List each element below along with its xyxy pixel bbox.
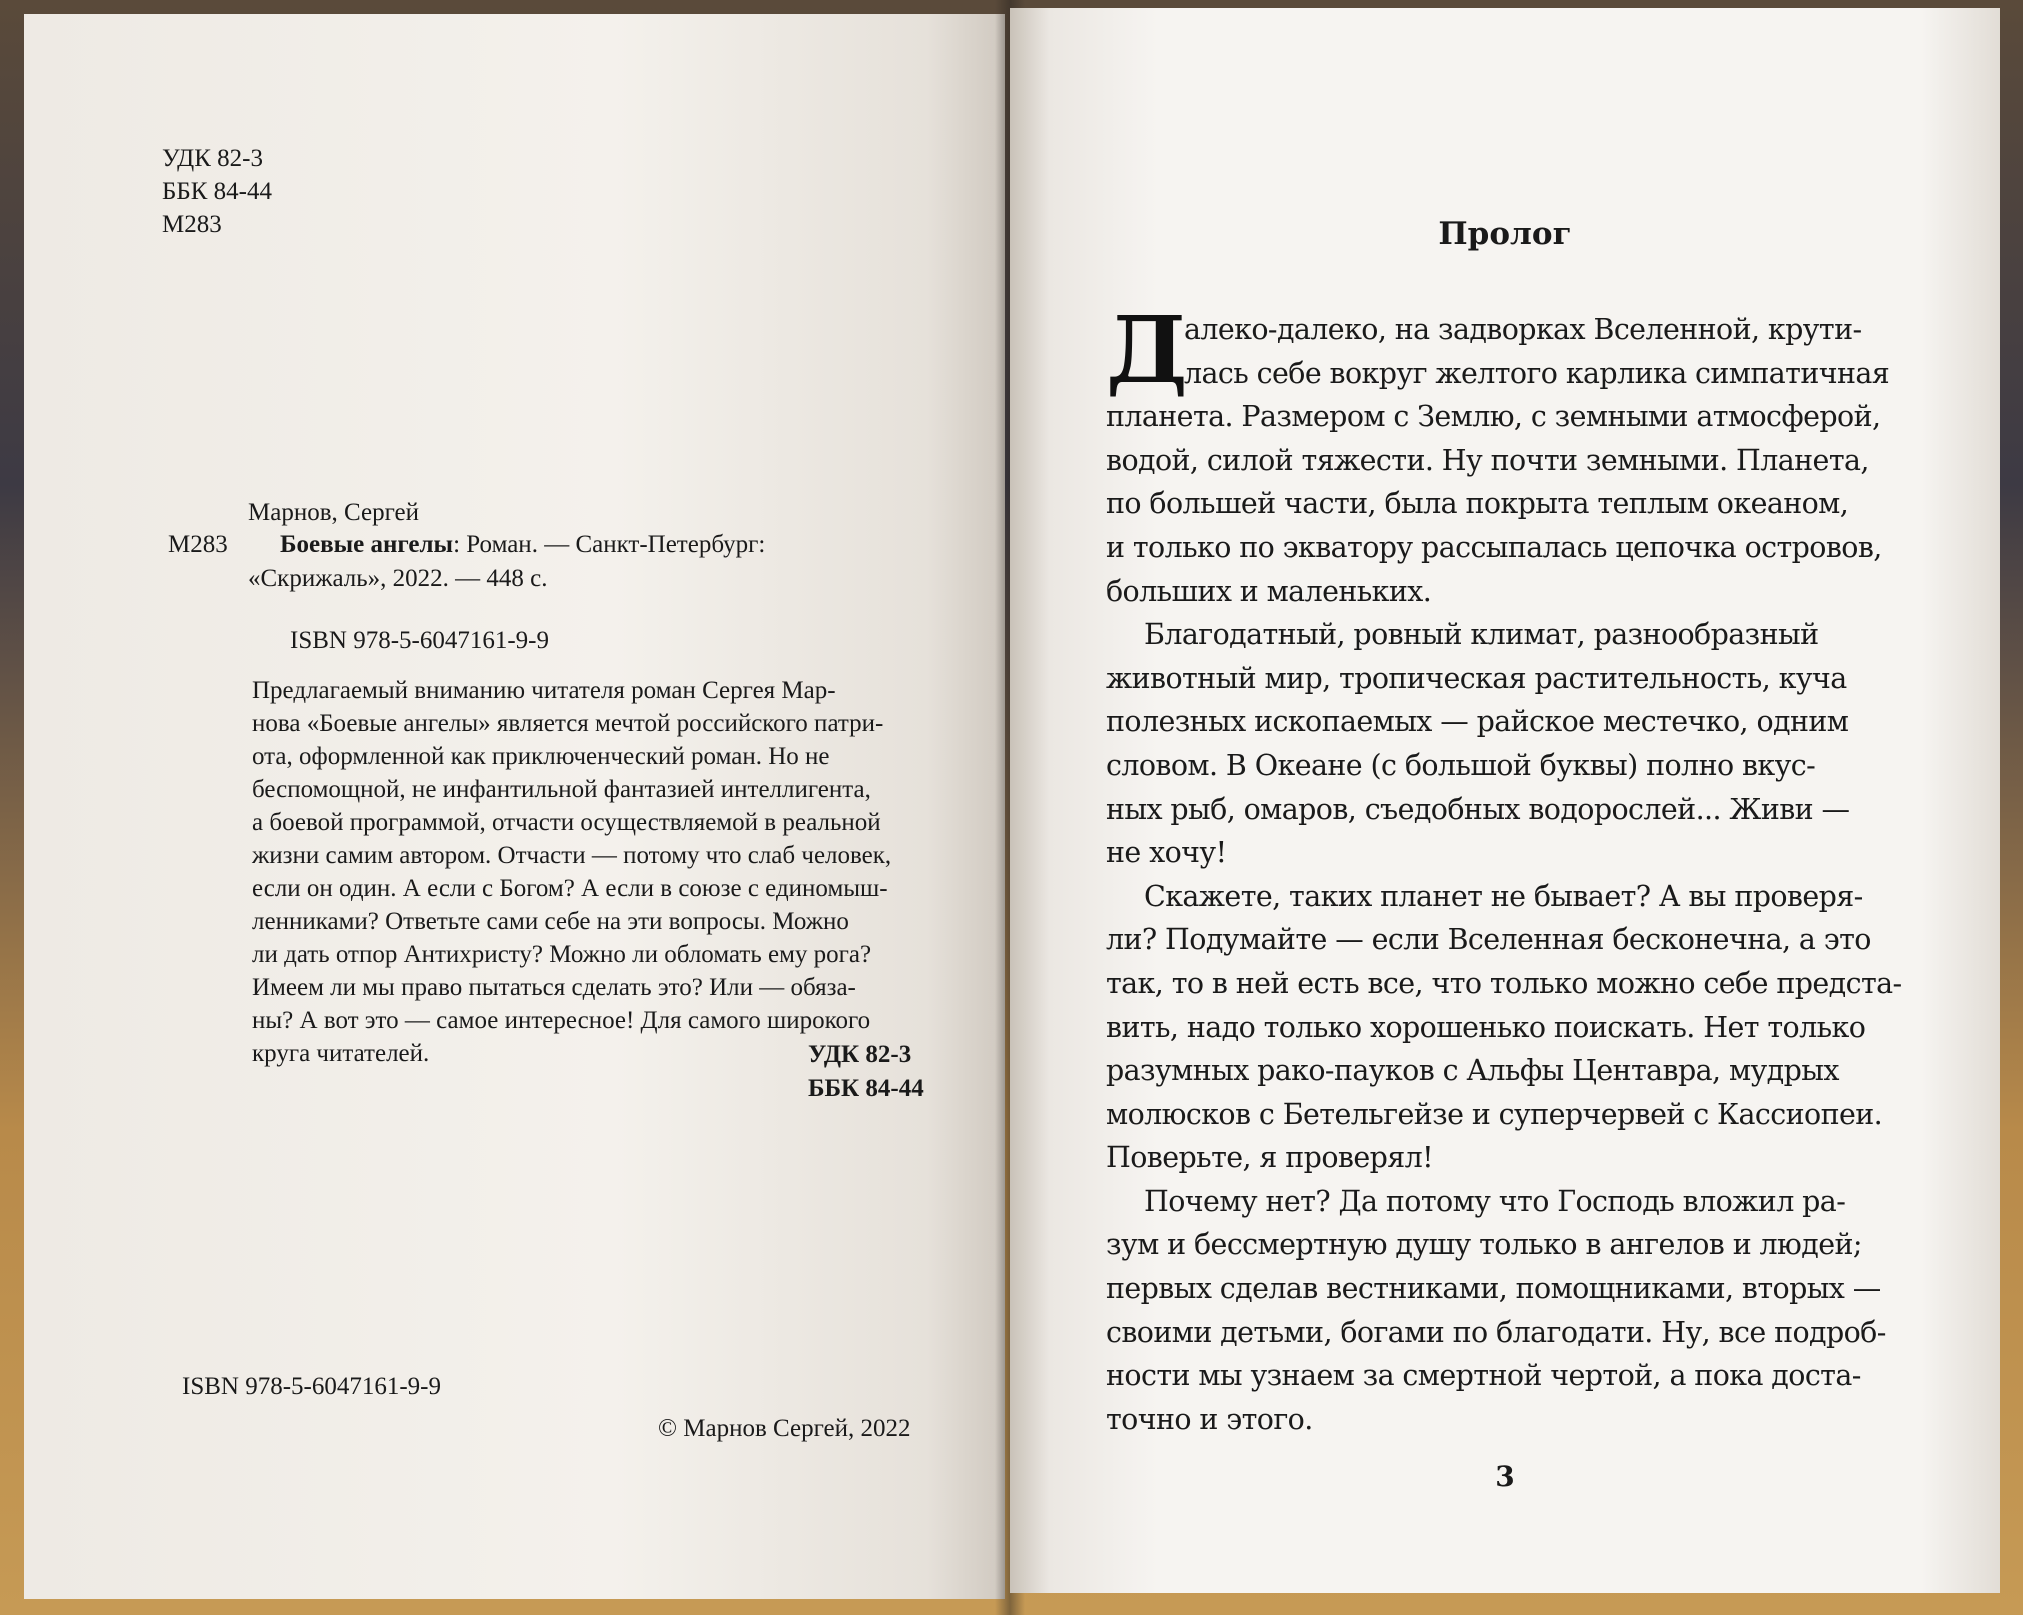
bibliographic-rest: : Роман. — Санкт-Петербург: — [453, 531, 766, 558]
text-line: разумных рако-пауков с Альфы Центавра, мудрых — [1106, 1054, 1839, 1088]
isbn-bottom: ISBN 978-5-6047161-9-9 — [182, 1373, 442, 1400]
text-line: больших и маленьких. — [1106, 574, 1432, 608]
text-line: вить, надо только хорошенько поискать. Нет только — [1106, 1010, 1866, 1044]
description-line: Предлагаемый вниманию читателя роман Сергея Мар- — [252, 677, 836, 704]
text-line: водой, силой тяжести. Ну почти земными. Планета, — [1106, 443, 1869, 477]
catalog-code: М283 — [168, 531, 228, 558]
right-page — [1010, 8, 2000, 1593]
bbk-code: ББК 84-44 — [162, 178, 272, 205]
udk-code: УДК 82-3 — [162, 145, 263, 172]
copyright: © Марнов Сергей, 2022 — [658, 1415, 911, 1442]
udk-bottom: УДК 82-3 — [808, 1041, 912, 1068]
text-line: полезных ископаемых — райское местечко, одним — [1106, 705, 1849, 739]
description-line: нова «Боевые ангелы» является мечтой российского патри- — [252, 710, 884, 737]
author-mark: М283 — [162, 211, 222, 238]
text-line: планета. Размером с Землю, с земными атмосферой, — [1106, 400, 1881, 434]
text-line: ности мы узнаем за смертной чертой, а пока доста- — [1106, 1359, 1861, 1393]
text-line: так, то в ней есть все, что только можно себе предста- — [1106, 966, 1902, 1000]
text-line: ли? Подумайте — если Вселенная бесконечна, а это — [1106, 923, 1871, 957]
text-line: точно и этого. — [1106, 1402, 1313, 1436]
bibliographic-line-2: «Скрижаль», 2022. — 448 с. — [248, 565, 548, 592]
description-line: беспомощной, не инфантильной фантазией интеллигента, — [252, 776, 871, 803]
description-line: ли дать отпор Антихристу? Можно ли обломать ему рога? — [252, 941, 872, 968]
description-line: ота, оформленной как приключенческий роман. Но не — [252, 743, 830, 770]
bbk-bottom: ББК 84-44 — [808, 1075, 924, 1102]
chapter-text — [1106, 308, 1966, 1441]
bibliographic-line-1 — [280, 528, 958, 561]
description-line: жизни самим автором. Отчасти — потому что слаб человек, — [252, 842, 892, 869]
text-line: Почему нет? Да потому что Господь вложил ра- — [1144, 1184, 1846, 1218]
text-line: первых сделав вестниками, помощниками, вторых — — [1106, 1272, 1881, 1306]
text-line: лась себе вокруг желтого карлика симпатичная — [1184, 356, 1890, 390]
text-line: зум и бессмертную душу только в ангелов и людей; — [1106, 1228, 1862, 1262]
text-line: молюсков с Бетельгейзе и суперчервей с Кассиопеи. — [1106, 1097, 1883, 1131]
description-line: Имеем ли мы право пытаться сделать это? Или — обяза- — [252, 974, 856, 1001]
text-line: алеко-далеко, на задворках Вселенной, крути- — [1184, 313, 1862, 346]
left-page — [24, 14, 1005, 1599]
isbn-top: ISBN 978-5-6047161-9-9 — [290, 627, 550, 654]
description-line: если он один. А если с Богом? А если в союзе с единомыш- — [252, 875, 888, 902]
text-line: ных рыб, омаров, съедобных водорослей... Живи — — [1106, 792, 1850, 826]
chapter-title: Пролог — [1438, 216, 1572, 252]
book-description — [252, 674, 958, 1070]
text-line: и только по экватору рассыпалась цепочка островов, — [1106, 530, 1882, 564]
text-line: животный мир, тропическая растительность, куча — [1106, 661, 1847, 695]
text-line: по большей части, была покрыта теплым океаном, — [1106, 487, 1849, 521]
book-title: Боевые ангелы — [280, 531, 454, 558]
description-line: а боевой программой, отчасти осуществляемой в реальной — [252, 809, 881, 836]
description-line: круга читателей. — [252, 1040, 430, 1067]
description-line: ленниками? Ответьте сами себе на эти вопросы. Можно — [252, 908, 849, 935]
text-line: Благодатный, ровный климат, разнообразный — [1144, 618, 1819, 652]
text-line: не хочу! — [1106, 836, 1227, 870]
drop-cap: Д — [1106, 296, 1188, 404]
description-line: ны? А вот это — самое интересное! Для самого широкого — [252, 1007, 871, 1034]
classification-block — [162, 142, 272, 241]
text-line: словом. В Океане (с большой буквы) полно вкус- — [1106, 748, 1816, 782]
text-line: Поверьте, я проверял! — [1106, 1141, 1433, 1175]
page-number: 3 — [1495, 1460, 1515, 1493]
author-heading: Марнов, Сергей — [248, 499, 419, 526]
text-line: Скажете, таких планет не бывает? А вы проверя- — [1144, 879, 1863, 913]
text-line: своими детьми, богами по благодати. Ну, все подроб- — [1106, 1315, 1886, 1349]
